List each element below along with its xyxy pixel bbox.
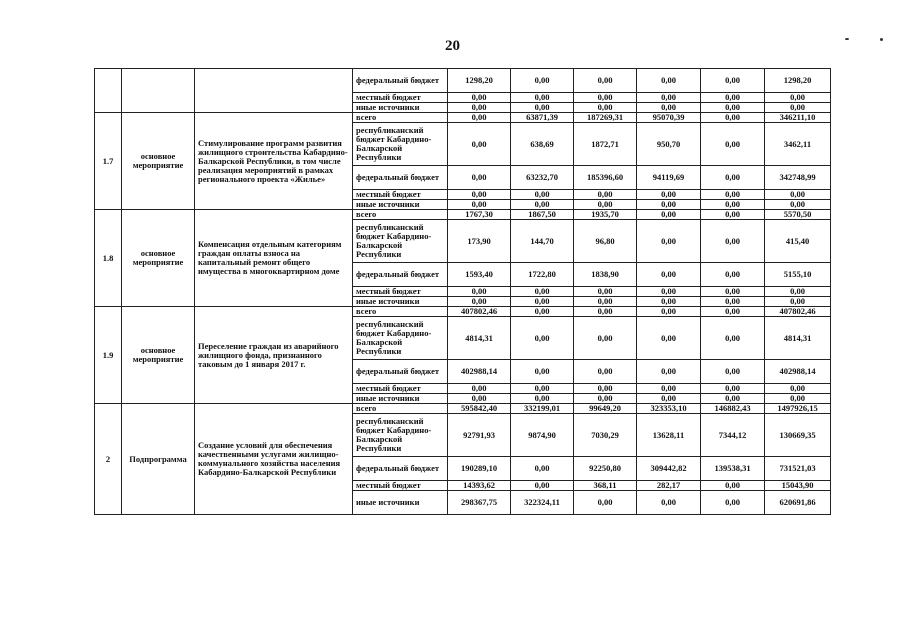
total-value-cell: 5155,10: [765, 263, 831, 287]
value-cell: 0,00: [511, 360, 574, 384]
value-cell: 0,00: [637, 394, 701, 404]
value-cell: 0,00: [701, 166, 765, 190]
value-cell: 0,00: [511, 384, 574, 394]
value-cell: 173,90: [448, 220, 511, 263]
value-cell: 0,00: [448, 166, 511, 190]
value-cell: 0,00: [637, 297, 701, 307]
value-cell: 0,00: [637, 307, 701, 317]
value-cell: 0,00: [511, 297, 574, 307]
value-cell: 144,70: [511, 220, 574, 263]
value-cell: 0,00: [701, 307, 765, 317]
value-cell: 0,00: [701, 394, 765, 404]
total-value-cell: 0,00: [765, 103, 831, 113]
value-cell: 0,00: [637, 93, 701, 103]
item-number-cell: 1.7: [95, 113, 122, 210]
item-number-cell: 1.9: [95, 307, 122, 404]
funding-source-cell: местный бюджет: [353, 384, 448, 394]
value-cell: 92791,93: [448, 414, 511, 457]
total-value-cell: 5570,50: [765, 210, 831, 220]
value-cell: 0,00: [574, 394, 637, 404]
total-value-cell: 130669,35: [765, 414, 831, 457]
value-cell: 0,00: [574, 317, 637, 360]
value-cell: 0,00: [511, 457, 574, 481]
value-cell: 332199,01: [511, 404, 574, 414]
total-value-cell: 0,00: [765, 200, 831, 210]
value-cell: 7030,29: [574, 414, 637, 457]
value-cell: 0,00: [511, 200, 574, 210]
value-cell: 0,00: [701, 384, 765, 394]
value-cell: 187269,31: [574, 113, 637, 123]
value-cell: 0,00: [701, 297, 765, 307]
table-row: [95, 404, 831, 414]
total-value-cell: 407802,46: [765, 307, 831, 317]
total-value-cell: 0,00: [765, 394, 831, 404]
value-cell: 0,00: [574, 200, 637, 210]
value-cell: 402988,14: [448, 360, 511, 384]
value-cell: 99649,20: [574, 404, 637, 414]
funding-source-cell: иные источники: [353, 297, 448, 307]
funding-source-cell: федеральный бюджет: [353, 263, 448, 287]
value-cell: 1722,80: [511, 263, 574, 287]
value-cell: 407802,46: [448, 307, 511, 317]
scan-speck: [845, 38, 849, 40]
funding-source-cell: местный бюджет: [353, 287, 448, 297]
total-value-cell: 0,00: [765, 287, 831, 297]
value-cell: 0,00: [701, 93, 765, 103]
value-cell: 0,00: [574, 307, 637, 317]
value-cell: 0,00: [511, 481, 574, 491]
funding-source-cell: иные источники: [353, 103, 448, 113]
value-cell: 0,00: [637, 190, 701, 200]
value-cell: 0,00: [637, 491, 701, 515]
value-cell: 0,00: [574, 287, 637, 297]
value-cell: 0,00: [701, 360, 765, 384]
value-cell: 0,00: [637, 210, 701, 220]
scan-speck: [880, 38, 883, 41]
funding-source-cell: всего: [353, 210, 448, 220]
value-cell: 0,00: [701, 200, 765, 210]
value-cell: 1838,90: [574, 263, 637, 287]
value-cell: 950,70: [637, 123, 701, 166]
table-row: [95, 307, 831, 317]
funding-source-cell: федеральный бюджет: [353, 360, 448, 384]
item-type-cell: Подпрограмма: [122, 404, 195, 515]
value-cell: 9874,90: [511, 414, 574, 457]
value-cell: 0,00: [701, 287, 765, 297]
total-value-cell: 1298,20: [765, 69, 831, 93]
total-value-cell: 4814,31: [765, 317, 831, 360]
value-cell: 0,00: [511, 93, 574, 103]
total-value-cell: 402988,14: [765, 360, 831, 384]
item-name-cell: Переселение граждан из аварийного жилищного фонда, признанного таковым до 1 января 2017 г.: [195, 307, 353, 404]
funding-source-cell: всего: [353, 307, 448, 317]
funding-source-cell: местный бюджет: [353, 93, 448, 103]
funding-source-cell: республиканский бюджет Кабардино-Балкарской Республики: [353, 123, 448, 166]
value-cell: 0,00: [637, 220, 701, 263]
value-cell: 282,17: [637, 481, 701, 491]
value-cell: 1867,50: [511, 210, 574, 220]
value-cell: 96,80: [574, 220, 637, 263]
value-cell: 0,00: [701, 491, 765, 515]
value-cell: 0,00: [701, 210, 765, 220]
value-cell: 0,00: [637, 317, 701, 360]
total-value-cell: 0,00: [765, 190, 831, 200]
total-value-cell: 731521,03: [765, 457, 831, 481]
value-cell: 1298,20: [448, 69, 511, 93]
value-cell: 0,00: [574, 69, 637, 93]
value-cell: 0,00: [511, 394, 574, 404]
value-cell: 0,00: [574, 93, 637, 103]
value-cell: 0,00: [511, 69, 574, 93]
value-cell: 0,00: [448, 200, 511, 210]
value-cell: 0,00: [448, 394, 511, 404]
funding-source-cell: местный бюджет: [353, 190, 448, 200]
value-cell: 0,00: [448, 384, 511, 394]
value-cell: 0,00: [448, 287, 511, 297]
value-cell: 0,00: [574, 384, 637, 394]
funding-source-cell: иные источники: [353, 394, 448, 404]
value-cell: 13628,11: [637, 414, 701, 457]
funding-source-cell: иные источники: [353, 491, 448, 515]
value-cell: 0,00: [574, 103, 637, 113]
funding-source-cell: местный бюджет: [353, 481, 448, 491]
value-cell: 0,00: [701, 481, 765, 491]
value-cell: 1593,40: [448, 263, 511, 287]
value-cell: 298367,75: [448, 491, 511, 515]
value-cell: 14393,62: [448, 481, 511, 491]
funding-source-cell: федеральный бюджет: [353, 457, 448, 481]
value-cell: 0,00: [701, 123, 765, 166]
item-number-cell: 2: [95, 404, 122, 515]
value-cell: 190289,10: [448, 457, 511, 481]
value-cell: 1872,71: [574, 123, 637, 166]
funding-source-cell: федеральный бюджет: [353, 69, 448, 93]
page-number: 20: [445, 38, 460, 54]
table-body: [95, 69, 831, 515]
total-value-cell: 3462,11: [765, 123, 831, 166]
value-cell: 146882,43: [701, 404, 765, 414]
table-row: [95, 113, 831, 123]
total-value-cell: 0,00: [765, 93, 831, 103]
value-cell: 638,69: [511, 123, 574, 166]
total-value-cell: 415,40: [765, 220, 831, 263]
value-cell: 0,00: [637, 69, 701, 93]
value-cell: 0,00: [511, 287, 574, 297]
total-value-cell: 0,00: [765, 297, 831, 307]
value-cell: 0,00: [448, 190, 511, 200]
value-cell: 63232,70: [511, 166, 574, 190]
value-cell: 323353,10: [637, 404, 701, 414]
value-cell: 0,00: [701, 190, 765, 200]
value-cell: 92250,80: [574, 457, 637, 481]
total-value-cell: 620691,86: [765, 491, 831, 515]
value-cell: 0,00: [448, 93, 511, 103]
funding-source-cell: республиканский бюджет Кабардино-Балкарской Республики: [353, 220, 448, 263]
item-name-cell: Стимулирование программ развития жилищного строительства Кабардино-Балкарской Республики, в том числе реализация мероприятий в рамках регионального проекта «Жилье»: [195, 113, 353, 210]
value-cell: 1767,30: [448, 210, 511, 220]
value-cell: 0,00: [637, 263, 701, 287]
value-cell: 139538,31: [701, 457, 765, 481]
value-cell: 1935,70: [574, 210, 637, 220]
funding-source-cell: республиканский бюджет Кабардино-Балкарской Республики: [353, 317, 448, 360]
total-value-cell: 1497926,15: [765, 404, 831, 414]
value-cell: 0,00: [574, 491, 637, 515]
budget-table: [94, 68, 831, 515]
value-cell: 0,00: [637, 384, 701, 394]
value-cell: 0,00: [448, 113, 511, 123]
item-type-cell: [122, 69, 195, 113]
value-cell: 0,00: [448, 123, 511, 166]
item-name-cell: Компенсация отдельным категориям граждан оплаты взноса на капитальный ремонт общего имущества в многоквартирном доме: [195, 210, 353, 307]
value-cell: 0,00: [574, 360, 637, 384]
value-cell: 7344,12: [701, 414, 765, 457]
item-name-cell: Создание условий для обеспечения качественными услугами жилищно-коммунального хозяйства населения Кабардино-Балкарской Республики: [195, 404, 353, 515]
value-cell: 0,00: [637, 200, 701, 210]
value-cell: 0,00: [574, 297, 637, 307]
value-cell: 63871,39: [511, 113, 574, 123]
funding-source-cell: иные источники: [353, 200, 448, 210]
item-name-cell: [195, 69, 353, 113]
value-cell: 0,00: [448, 297, 511, 307]
total-value-cell: 0,00: [765, 384, 831, 394]
funding-source-cell: всего: [353, 404, 448, 414]
value-cell: 0,00: [701, 220, 765, 263]
item-number-cell: 1.8: [95, 210, 122, 307]
value-cell: 0,00: [637, 287, 701, 297]
funding-source-cell: республиканский бюджет Кабардино-Балкарской Республики: [353, 414, 448, 457]
value-cell: 322324,11: [511, 491, 574, 515]
total-value-cell: 15043,90: [765, 481, 831, 491]
value-cell: 0,00: [701, 69, 765, 93]
value-cell: 0,00: [448, 103, 511, 113]
value-cell: 0,00: [511, 190, 574, 200]
funding-source-cell: федеральный бюджет: [353, 166, 448, 190]
item-number-cell: [95, 69, 122, 113]
value-cell: 0,00: [574, 190, 637, 200]
value-cell: 309442,82: [637, 457, 701, 481]
table-row: [95, 210, 831, 220]
total-value-cell: 346211,10: [765, 113, 831, 123]
value-cell: 0,00: [637, 103, 701, 113]
value-cell: 0,00: [511, 317, 574, 360]
value-cell: 0,00: [511, 307, 574, 317]
item-type-cell: основное мероприятие: [122, 113, 195, 210]
total-value-cell: 342748,99: [765, 166, 831, 190]
table-row: [95, 69, 831, 93]
value-cell: 0,00: [701, 263, 765, 287]
value-cell: 0,00: [701, 317, 765, 360]
item-type-cell: основное мероприятие: [122, 307, 195, 404]
value-cell: 0,00: [637, 360, 701, 384]
value-cell: 95070,39: [637, 113, 701, 123]
value-cell: 185396,60: [574, 166, 637, 190]
value-cell: 595842,40: [448, 404, 511, 414]
value-cell: 0,00: [701, 113, 765, 123]
funding-source-cell: всего: [353, 113, 448, 123]
item-type-cell: основное мероприятие: [122, 210, 195, 307]
value-cell: 94119,69: [637, 166, 701, 190]
value-cell: 0,00: [701, 103, 765, 113]
value-cell: 368,11: [574, 481, 637, 491]
value-cell: 0,00: [511, 103, 574, 113]
value-cell: 4814,31: [448, 317, 511, 360]
